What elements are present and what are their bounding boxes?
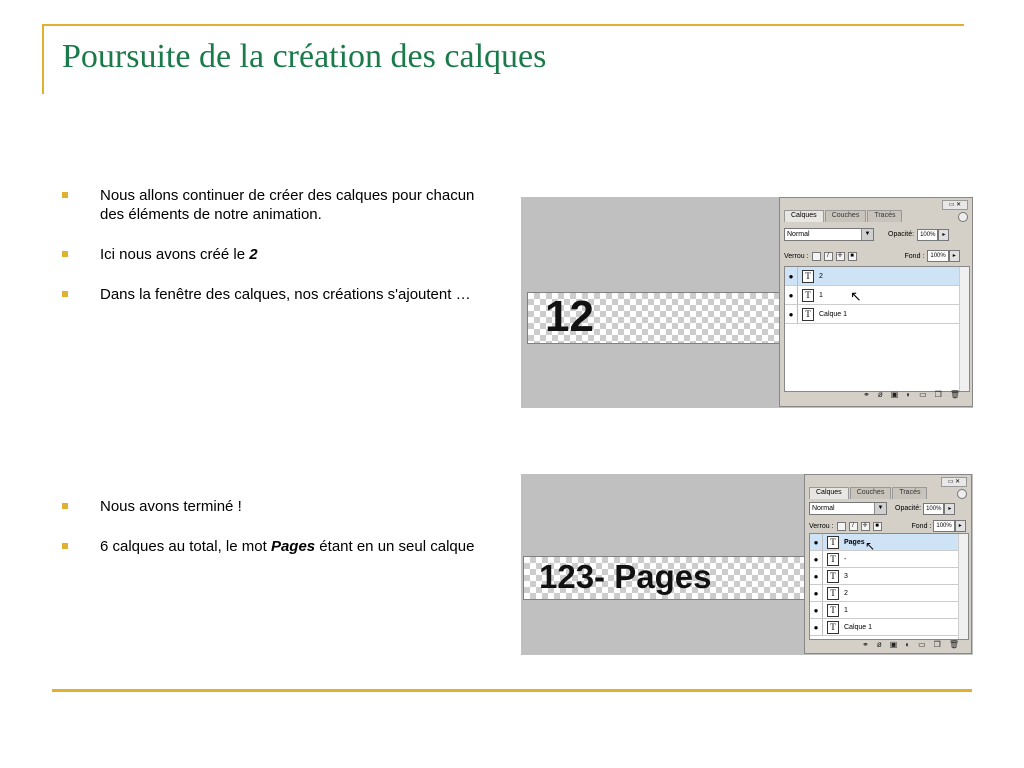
eye-icon[interactable]: ● bbox=[788, 309, 794, 319]
lock-pixels-icon[interactable]: / bbox=[849, 522, 858, 531]
layers-list bbox=[784, 266, 970, 392]
chevron-down-icon: ▼ bbox=[861, 229, 873, 240]
layer-row-calque-1[interactable] bbox=[810, 619, 968, 636]
opacity-stepper[interactable]: ▸ bbox=[944, 503, 955, 515]
layer-name: Pages bbox=[844, 538, 865, 546]
bullet-text-before: 6 calques au total, le mot bbox=[100, 538, 271, 555]
list-item bbox=[60, 245, 480, 264]
square-bullet-icon bbox=[62, 251, 68, 257]
opacity-input[interactable]: 100% bbox=[923, 503, 944, 515]
opacity-label: Opacité: bbox=[895, 505, 922, 512]
eye-icon[interactable]: ● bbox=[813, 622, 819, 632]
type-layer-icon: T bbox=[802, 270, 814, 283]
new-group-icon[interactable]: ▭ bbox=[918, 640, 926, 649]
bottom-rule bbox=[52, 689, 972, 692]
type-layer-icon: T bbox=[802, 289, 814, 302]
palette-menu-button[interactable] bbox=[957, 489, 967, 499]
adjustment-layer-icon[interactable]: ◐ bbox=[906, 390, 912, 399]
layer-mask-icon[interactable]: ▣ bbox=[889, 640, 898, 649]
palette-footer bbox=[810, 390, 960, 399]
bullet-list-top bbox=[60, 186, 480, 325]
eye-icon[interactable]: ● bbox=[788, 290, 794, 300]
lock-row bbox=[784, 250, 968, 262]
fill-label: Fond : bbox=[911, 522, 932, 530]
link-layers-icon[interactable]: ⚭ bbox=[863, 390, 870, 399]
tab-traces[interactable]: Tracés bbox=[892, 487, 927, 499]
square-bullet-icon bbox=[62, 291, 68, 297]
layer-row-dash[interactable] bbox=[810, 551, 968, 568]
lock-position-icon[interactable]: ✛ bbox=[837, 252, 843, 259]
layer-row-3[interactable] bbox=[810, 568, 968, 585]
bullet-text: Nous avons terminé ! bbox=[100, 498, 242, 515]
blend-mode-value: Normal bbox=[812, 505, 835, 512]
bullet-text: Dans la fenêtre des calques, nos créations s'ajoutent … bbox=[100, 286, 471, 303]
tab-couches[interactable]: Couches bbox=[825, 210, 867, 222]
blend-mode-select[interactable] bbox=[784, 228, 874, 241]
layer-row-1[interactable] bbox=[785, 286, 969, 305]
type-layer-icon: T bbox=[802, 308, 814, 321]
lock-label: Verrou : bbox=[809, 522, 834, 530]
type-layer-icon: T bbox=[827, 621, 839, 634]
eye-icon[interactable]: ● bbox=[813, 588, 819, 598]
blend-mode-select[interactable] bbox=[809, 502, 887, 515]
layers-scrollbar[interactable] bbox=[959, 267, 969, 391]
type-layer-icon: T bbox=[827, 604, 839, 617]
bullet-emphasis: 2 bbox=[249, 246, 258, 263]
layer-style-icon[interactable]: ø bbox=[876, 640, 882, 649]
type-layer-icon: T bbox=[827, 570, 839, 583]
bullet-text: Nous allons continuer de créer des calques pour chacun des éléments de notre animation. bbox=[100, 187, 475, 223]
lock-label: Verrou : bbox=[784, 252, 809, 260]
layer-name: 1 bbox=[844, 606, 848, 614]
layers-palette bbox=[779, 197, 973, 407]
lock-all-icon[interactable]: ■ bbox=[873, 522, 882, 531]
square-bullet-icon bbox=[62, 503, 68, 509]
layer-name: Calque 1 bbox=[819, 310, 848, 318]
lock-row bbox=[809, 520, 967, 532]
opacity-input[interactable]: 100% bbox=[917, 229, 938, 241]
bullet-list-bottom bbox=[60, 497, 480, 577]
fill-input[interactable]: 100% bbox=[927, 250, 948, 262]
layer-row-2[interactable] bbox=[785, 267, 969, 286]
palette-menu-button[interactable] bbox=[958, 212, 968, 222]
square-bullet-icon bbox=[62, 543, 68, 549]
layer-row-pages[interactable] bbox=[810, 534, 968, 551]
delete-layer-icon[interactable]: 🗑 bbox=[949, 390, 960, 399]
list-item bbox=[60, 285, 480, 304]
palette-close-button[interactable]: ▭ ✕ bbox=[941, 477, 967, 487]
palette-tabs bbox=[809, 487, 928, 499]
new-group-icon[interactable]: ▭ bbox=[919, 390, 927, 399]
fill-label: Fond : bbox=[904, 252, 925, 260]
mouse-cursor-icon: ↖ bbox=[850, 288, 862, 304]
new-layer-icon[interactable]: ❐ bbox=[933, 640, 941, 649]
lock-buttons bbox=[837, 522, 882, 531]
link-layers-icon[interactable]: ⚭ bbox=[862, 640, 869, 649]
new-layer-icon[interactable]: ❐ bbox=[934, 390, 942, 399]
layer-name: Calque 1 bbox=[844, 623, 873, 631]
top-rule bbox=[44, 24, 964, 26]
delete-layer-icon[interactable]: 🗑 bbox=[948, 640, 959, 649]
eye-icon[interactable]: ● bbox=[813, 571, 819, 581]
screenshot-layers-step-2 bbox=[521, 474, 973, 655]
layers-scrollbar[interactable] bbox=[958, 534, 968, 639]
type-layer-icon: T bbox=[827, 587, 839, 600]
list-item bbox=[60, 497, 480, 516]
adjustment-layer-icon[interactable]: ◐ bbox=[905, 640, 911, 649]
list-item bbox=[60, 186, 480, 224]
list-item bbox=[60, 537, 480, 556]
lock-position-icon[interactable]: ✛ bbox=[862, 522, 868, 529]
canvas-text: 123- Pages bbox=[539, 558, 712, 595]
blend-row bbox=[809, 502, 967, 515]
layer-name: 2 bbox=[819, 272, 823, 280]
tab-calques[interactable]: Calques bbox=[784, 210, 824, 222]
layer-row-1[interactable] bbox=[810, 602, 968, 619]
layer-mask-icon[interactable]: ▣ bbox=[890, 390, 899, 399]
layer-name: 3 bbox=[844, 572, 848, 580]
layer-row-calque-1[interactable] bbox=[785, 305, 969, 324]
tab-calques[interactable]: Calques bbox=[809, 487, 849, 499]
type-layer-icon: T bbox=[827, 536, 839, 549]
bullet-text-after: étant en un seul calque bbox=[315, 538, 475, 555]
chevron-down-icon: ▼ bbox=[874, 503, 886, 514]
lock-pixels-icon[interactable]: / bbox=[824, 252, 833, 261]
blend-mode-value: Normal bbox=[787, 231, 810, 238]
page-title: Poursuite de la création des calques bbox=[62, 38, 547, 75]
palette-footer bbox=[829, 640, 959, 649]
fill-input[interactable]: 100% bbox=[933, 520, 954, 532]
eye-icon[interactable]: ● bbox=[813, 554, 819, 564]
tab-couches[interactable]: Couches bbox=[850, 487, 892, 499]
layer-name: 1 bbox=[819, 291, 823, 299]
opacity-label: Opacité: bbox=[888, 231, 915, 238]
layer-row-2[interactable] bbox=[810, 585, 968, 602]
lock-all-icon[interactable]: ■ bbox=[848, 252, 857, 261]
fill-stepper[interactable]: ▸ bbox=[955, 520, 966, 532]
lock-buttons bbox=[812, 252, 857, 261]
bullet-text-before: Ici nous avons créé le bbox=[100, 246, 250, 263]
lock-transparency-icon[interactable] bbox=[837, 522, 846, 531]
eye-icon[interactable]: ● bbox=[813, 605, 819, 615]
mouse-cursor-icon: ↖ bbox=[865, 539, 876, 553]
screenshot-layers-step-1 bbox=[521, 197, 973, 408]
layer-style-icon[interactable]: ø bbox=[877, 390, 883, 399]
layer-name: - bbox=[844, 555, 847, 563]
type-layer-icon: T bbox=[827, 553, 839, 566]
blend-row bbox=[784, 228, 968, 241]
canvas-text: 12 bbox=[545, 292, 594, 341]
layer-name: 2 bbox=[844, 589, 848, 597]
opacity-stepper[interactable]: ▸ bbox=[938, 229, 949, 241]
left-rule bbox=[42, 24, 44, 94]
eye-icon[interactable]: ● bbox=[813, 537, 819, 547]
palette-tabs bbox=[784, 210, 903, 222]
layers-list bbox=[809, 533, 969, 640]
layers-palette bbox=[804, 474, 972, 654]
fill-stepper[interactable]: ▸ bbox=[949, 250, 960, 262]
eye-icon[interactable]: ● bbox=[788, 271, 794, 281]
tab-traces[interactable]: Tracés bbox=[867, 210, 902, 222]
bullet-emphasis: Pages bbox=[270, 538, 316, 555]
lock-transparency-icon[interactable] bbox=[812, 252, 821, 261]
square-bullet-icon bbox=[62, 192, 68, 198]
palette-close-button[interactable]: ▭ ✕ bbox=[942, 200, 968, 210]
